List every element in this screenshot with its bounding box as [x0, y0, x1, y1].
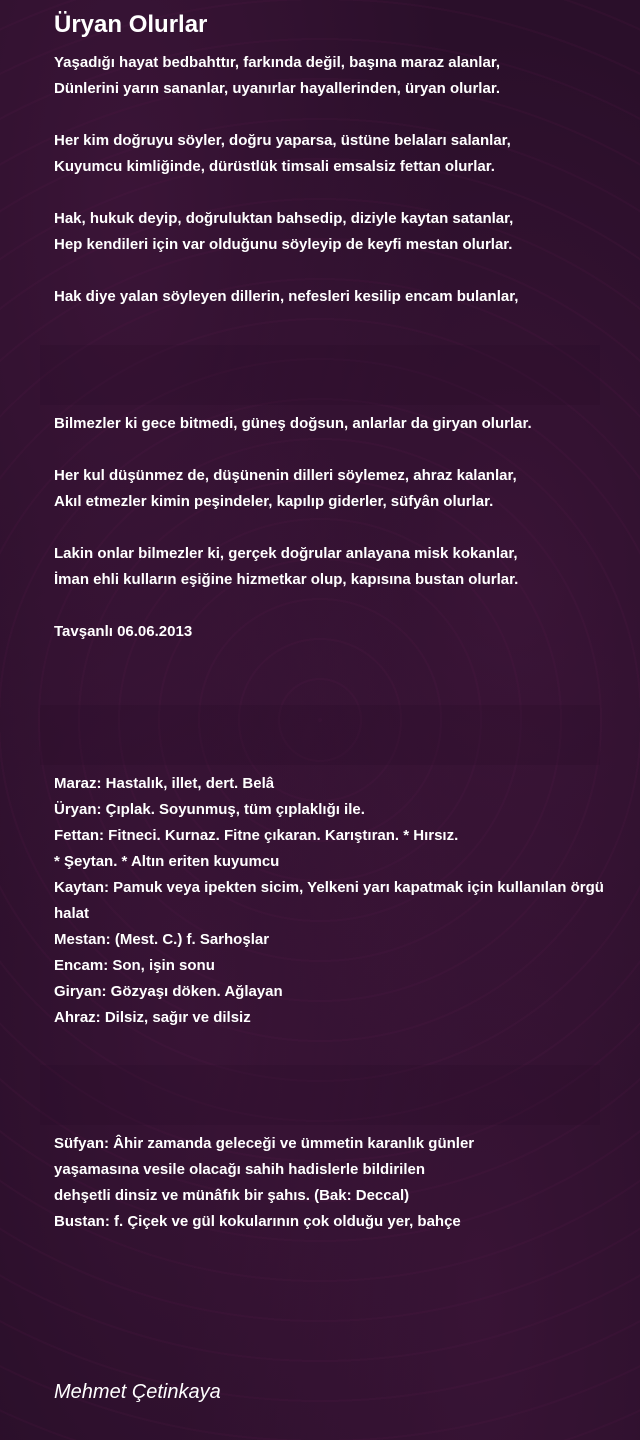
glossary-entry: dehşetli dinsiz ve münâfık bir şahıs. (Bak: Deccal)	[54, 1187, 410, 1204]
glossary-entry: Maraz: Hastalık, illet, dert. Belâ	[54, 775, 275, 792]
poem-author: Mehmet Çetinkaya	[54, 1381, 221, 1403]
glossary-entry: Giryan: Gözyaşı döken. Ağlayan	[54, 983, 283, 1000]
decorative-band	[40, 705, 600, 765]
poem-line: Hak, hukuk deyip, doğruluktan bahsedip, diziyle kaytan satanlar,	[54, 210, 514, 227]
glossary-continued	[54, 1131, 624, 1235]
decorative-band	[40, 1065, 600, 1125]
poem-line: Her kul düşünmez de, düşünenin dilleri söylemez, ahraz kalanlar,	[54, 467, 517, 484]
glossary-entry: Mestan: (Mest. C.) f. Sarhoşlar	[54, 931, 270, 948]
poem-line: Hep kendileri için var olduğunu söyleyip de keyfi mestan olurlar.	[54, 236, 513, 253]
poem-title: Üryan Olurlar	[54, 11, 208, 38]
poem-stanzas-mid	[54, 411, 624, 645]
glossary-entry: * Şeytan. * Altın eriten kuyumcu	[54, 853, 280, 870]
poem-stanzas-top	[54, 50, 624, 310]
poem-line: Akıl etmezler kimin peşindeler, kapılıp giderler, süfyân olurlar.	[54, 493, 494, 510]
decorative-band	[40, 345, 600, 405]
glossary-entry: Ahraz: Dilsiz, sağır ve dilsiz	[54, 1009, 251, 1026]
poem-line: Yaşadığı hayat bedbahttır, farkında değil, başına maraz alanlar,	[54, 54, 500, 71]
glossary-entry: Encam: Son, işin sonu	[54, 957, 215, 974]
poem-line: Dünlerini yarın sananlar, uyanırlar hayallerinden, üryan olurlar.	[54, 80, 500, 97]
glossary	[54, 771, 624, 1031]
glossary-entry: Üryan: Çıplak. Soyunmuş, tüm çıplaklığı ile.	[54, 801, 365, 818]
glossary-entry: yaşamasına vesile olacağı sahih hadislerle bildirilen	[54, 1161, 426, 1178]
glossary-entry: Bustan: f. Çiçek ve gül kokularının çok olduğu yer, bahçe	[54, 1213, 461, 1230]
poem-line: Bilmezler ki gece bitmedi, güneş doğsun, anlarlar da giryan olurlar.	[54, 415, 532, 432]
glossary-entry: Fettan: Fitneci. Kurnaz. Fitne çıkaran. Karıştıran. * Hırsız.	[54, 827, 459, 844]
poem-line: Kuyumcu kimliğinde, dürüstlük timsali emsalsiz fettan olurlar.	[54, 158, 495, 175]
poem-line: Hak diye yalan söyleyen dillerin, nefesleri kesilip encam bulanlar,	[54, 288, 519, 305]
glossary-entry: Süfyan: Âhir zamanda geleceği ve ümmetin karanlık günler	[54, 1135, 475, 1152]
glossary-entry: Kaytan: Pamuk veya ipekten sicim, Yelkeni yarı kapatmak için kullanılan örgü halat	[54, 879, 604, 922]
poem-line: İman ehli kulların eşiğine hizmetkar olup, kapısına bustan olurlar.	[54, 571, 519, 588]
poem-line: Lakin onlar bilmezler ki, gerçek doğrular anlayana misk kokanlar,	[54, 545, 518, 562]
poem-date: Tavşanlı 06.06.2013	[54, 623, 193, 640]
poem-line: Her kim doğruyu söyler, doğru yaparsa, üstüne belaları salanlar,	[54, 132, 511, 149]
